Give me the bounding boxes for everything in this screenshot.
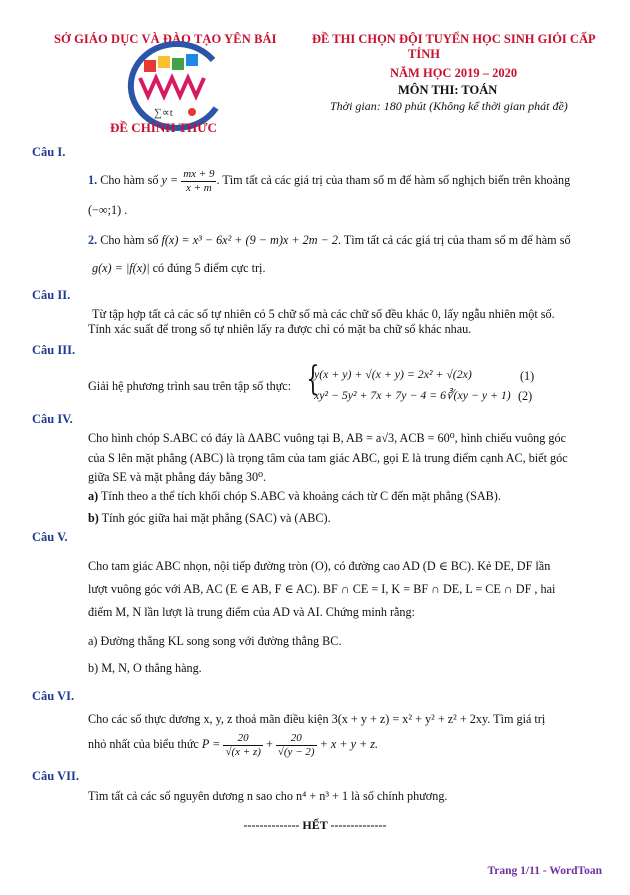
q7-text: Tìm tất cả các số nguyên dương n sao cho n⁴ + n³ + 1 là số chính phương. [88, 789, 448, 803]
section-cau-6: Câu VI. [32, 689, 75, 703]
exam-title-line2: TỈNH [408, 47, 440, 61]
q1-function-f: f(x) = x³ − 6x² + (9 − m)x + 2m − 2 [161, 233, 338, 247]
q6-fraction-2-denominator: √(y − 2) [277, 745, 315, 758]
q2-line2: Tính xác suất để trong số tự nhiên lấy ra được chỉ có mặt ba chữ số khác nhau. [88, 322, 472, 336]
q5-line2: lượt vuông góc với AB, AC (E ∈ AB, F ∈ AC). BF ∩ CE = I, K = BF ∩ DE, L = CE ∩ DF , hai [88, 582, 556, 596]
official-label: ĐỀ CHÍNH THỨC [110, 120, 217, 135]
q3-tag-1: (1) [520, 369, 535, 383]
end-marker: -------------- HẾT -------------- [243, 818, 387, 832]
page-footer: Trang 1/11 - WordToan [487, 865, 602, 877]
q6-fraction-1-numerator: 20 [223, 732, 262, 746]
subject: MÔN THI: TOÁN [398, 83, 498, 97]
q6-fraction-2 [276, 732, 317, 758]
q6-fraction-1 [223, 732, 262, 758]
school-year: NĂM HỌC 2019 – 2020 [390, 66, 518, 80]
q6-line1: Cho các số thực dương x, y, z thoả mãn điều kiện 3(x + y + z) = x² + y² + z² + 2xy. Tìm giá trị [88, 712, 546, 726]
q6-tail: + x + y + z. [319, 736, 379, 751]
q4-line2: của S lên mặt phẳng (ABC) là trọng tâm của tam giác ABC, gọi E là trung điểm cạnh AC, biết góc [88, 451, 568, 465]
svg-text:∑∝t: ∑∝t [154, 107, 173, 119]
q3-equation-2: xy² − 5y² + 7x + 7y − 4 = 6∛(xy − y + 1) [314, 388, 511, 402]
q1-part1-number: 1. [88, 172, 98, 187]
exam-title-line1: ĐỀ THI CHỌN ĐỘI TUYỂN HỌC SINH GIỎI CẤP [312, 32, 596, 46]
q4-part-b-label: b) [88, 511, 99, 525]
section-cau-4: Câu IV. [32, 412, 73, 426]
q4-part-b-text: Tính góc giữa hai mặt phẳng (SAC) và (ABC). [101, 511, 331, 525]
q3-tag-2: (2) [518, 389, 533, 403]
q1-fraction-numerator: mx + 9 [183, 168, 215, 180]
section-cau-3: Câu III. [32, 343, 76, 357]
q1-function-y: y = [161, 172, 179, 187]
q1-part1-text: . Tìm tất cả các giá trị của tham số m để hàm số nghịch biến trên khoảng [216, 172, 571, 187]
q6-fraction-1-denominator: √(x + z) [225, 745, 261, 758]
q5-line1: Cho tam giác ABC nhọn, nội tiếp đường tròn (O), có đường cao AD (D ∈ BC). Kẻ DE, DF lần [88, 559, 551, 573]
q1-part2-text: . Tìm tất cả các giá trị của tham số m để hàm số [337, 233, 571, 247]
q4-part-a [88, 488, 501, 504]
q1-part2-tail: có đúng 5 điểm cực trị. [152, 261, 266, 275]
department-name: SỞ GIÁO DỤC VÀ ĐÀO TẠO YÊN BÁI [54, 32, 277, 46]
q3-system-brace: { [306, 359, 320, 399]
q4-line3: giữa SE và mặt phẳng đáy bằng 30⁰. [88, 470, 267, 484]
q5-line3: điểm M, N lần lượt là trung điểm của AD và AI. Chứng minh rằng: [88, 605, 416, 619]
q3-equation-1: y(x + y) + √(x + y) = 2x² + √(2x) [314, 367, 472, 381]
q2-line1: Từ tập hợp tất cả các số tự nhiên có 5 chữ số mà các chữ số đều khác 0, lấy ngẫu nhiên một số. [92, 307, 555, 321]
q5-part-b: b) M, N, O thẳng hàng. [88, 661, 202, 675]
q4-part-a-label: a) [88, 489, 99, 503]
q1-part2-number: 2. [88, 233, 98, 247]
q1-part1-lead: Cho hàm số [100, 172, 159, 187]
q6-line2: nhỏ nhất của biểu thức P = $\frac{20}{√(x + z)}$ + $\frac{20}{√(y - 2)}$ + x + y + z. [88, 732, 379, 758]
q6-fraction-2-numerator: 20 [276, 732, 317, 746]
q1-fraction-denominator: x + m [185, 181, 212, 194]
q6-p-label: P = [201, 736, 221, 751]
q1-part1 [88, 168, 608, 194]
q1-fraction [181, 168, 216, 194]
q1-interval: (−∞;1) . [88, 203, 128, 217]
time-limit: Thời gian: 180 phút (Không kể thời gian phát đề) [330, 99, 568, 113]
q4-line1: Cho hình chóp S.ABC có đáy là ΔABC vuông tại B, AB = a√3, ACB = 60⁰, hình chiếu vuông góc [88, 431, 566, 445]
q6-line2-lead: nhỏ nhất của biểu thức [88, 736, 199, 751]
section-cau-5: Câu V. [32, 530, 68, 544]
section-cau-2: Câu II. [32, 288, 71, 302]
q4-part-b [88, 510, 331, 526]
q1-part2 [88, 232, 571, 248]
q1-part2-line2 [92, 260, 266, 276]
q3-intro: Giải hệ phương trình sau trên tập số thực: [88, 379, 292, 393]
section-cau-7: Câu VII. [32, 769, 80, 783]
q5-part-a: a) Đường thẳng KL song song với đường thẳng BC. [88, 634, 342, 648]
q1-part2-lead: Cho hàm số [100, 233, 159, 247]
section-cau-1: Câu I. [32, 145, 66, 159]
q4-part-a-text: Tính theo a thể tích khối chóp S.ABC và khoảng cách từ C đến mặt phẳng (SAB). [100, 489, 501, 503]
q1-function-g: g(x) = |f(x)| [92, 261, 150, 275]
